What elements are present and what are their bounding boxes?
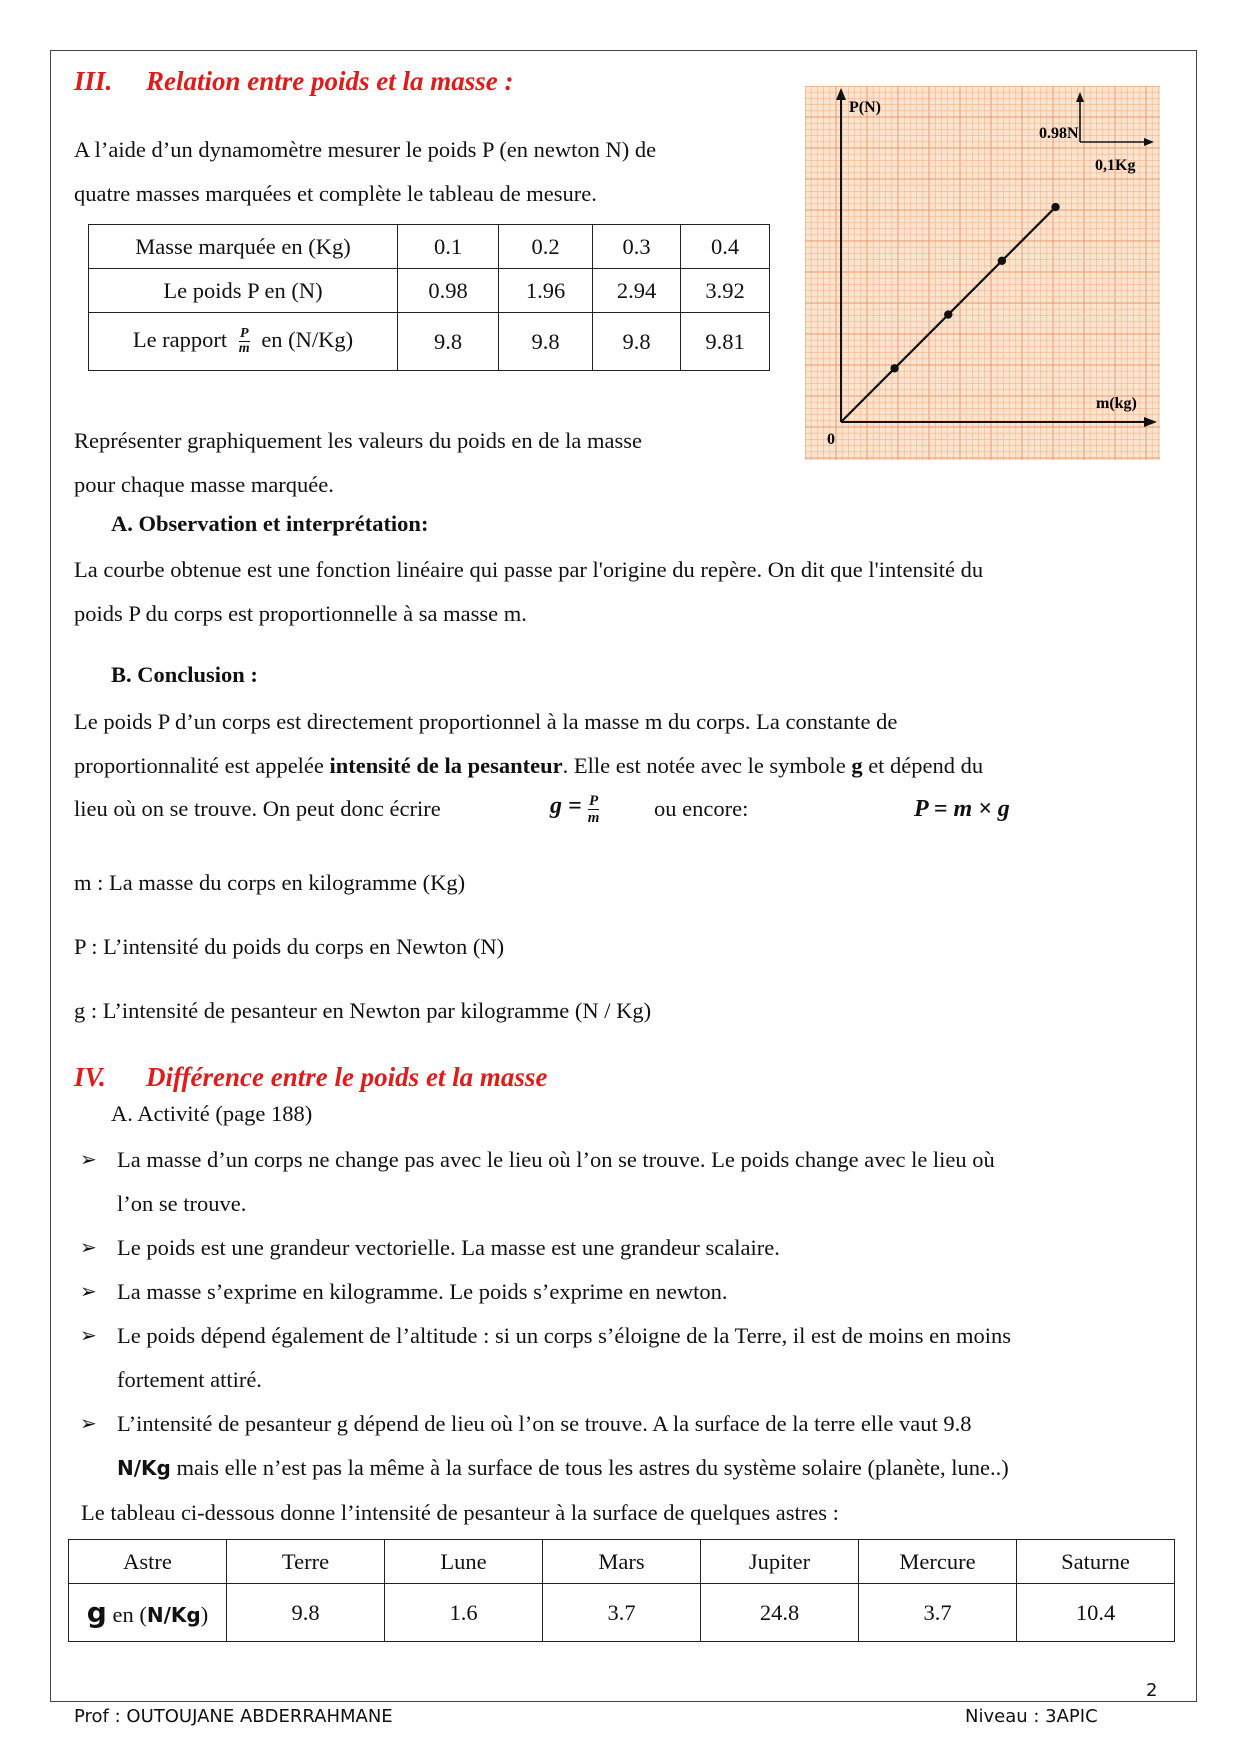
text-span: ) (200, 1602, 209, 1627)
definition-p: P : L’intensité du poids du corps en Newton (N) (74, 934, 505, 959)
list-item: La masse s’exprime en kilogramme. Le poids s’exprime en newton. (117, 1279, 728, 1304)
table-header-cell: Lune (385, 1540, 543, 1584)
ratio-unit: en (N/Kg) (261, 326, 354, 352)
table-cell: 3.7 (859, 1584, 1017, 1642)
table-cell: 0.2 (499, 225, 593, 269)
table-cell: 0.1 (398, 225, 499, 269)
text-span: et dépend du (862, 753, 984, 778)
fraction-numerator: P (588, 793, 599, 809)
table-row (89, 269, 770, 313)
table-cell (89, 313, 398, 371)
scale-y-label: 0.98N (1039, 125, 1079, 142)
table-header-cell: Saturne (1017, 1540, 1175, 1584)
text-span: en ( (106, 1602, 147, 1627)
x-axis-label: m(kg) (1096, 395, 1137, 412)
table-cell: 9.8 (227, 1584, 385, 1642)
data-point (1051, 203, 1059, 211)
measurement-table (88, 224, 770, 371)
ratio-label: Le rapport (132, 326, 228, 352)
unit-bold: N/Kg (117, 1456, 171, 1480)
weight-mass-graph (805, 86, 1160, 460)
table-cell: 9.8 (593, 313, 681, 371)
bullet-arrow-icon: ➢ (80, 1413, 97, 1435)
definition-g: g : L’intensité de pesanteur en Newton par kilogramme (N / Kg) (74, 998, 652, 1023)
formula-g-fraction (588, 793, 600, 826)
origin-label: 0 (827, 431, 835, 448)
conclusion-line-2 (74, 744, 1184, 788)
page-number: 2 (1146, 1680, 1158, 1701)
table-header-cell: Mercure (859, 1540, 1017, 1584)
list-item-line (117, 1446, 1187, 1490)
list-item: Le poids est une grandeur vectorielle. La masse est une grandeur scalaire. (117, 1235, 780, 1260)
table-cell: 9.8 (499, 313, 593, 371)
table-row (69, 1540, 1175, 1584)
astres-table-intro: Le tableau ci-dessous donne l’intensité de pesanteur à la surface de quelques astres : (81, 1500, 839, 1525)
table-row (69, 1584, 1175, 1642)
text-span: mais elle n’est pas la même à la surface de tous les astres du système solaire (planète, lune..) (170, 1455, 1009, 1480)
fraction-denominator: m (238, 341, 250, 357)
observation-paragraph (74, 548, 983, 636)
table-cell: Masse marquée en (Kg) (89, 225, 398, 269)
table-cell: 0.4 (681, 225, 770, 269)
table-cell: Le poids P en (N) (89, 269, 398, 313)
text-span: . Elle est notée avec le symbole (562, 753, 852, 778)
intro-paragraph (74, 128, 656, 216)
bullet-arrow-icon: ➢ (80, 1281, 97, 1303)
table-cell: 24.8 (701, 1584, 859, 1642)
list-item (117, 1402, 1187, 1490)
section-4-title-text: Différence entre le poids et la masse (146, 1062, 548, 1092)
graph-instruction (74, 419, 642, 507)
observation-title: A. Observation et interprétation: (111, 511, 429, 536)
ratio-fraction (239, 327, 250, 356)
unit-bold: N/Kg (146, 1603, 201, 1627)
table-cell: 9.8 (398, 313, 499, 371)
fraction-numerator: P (239, 326, 249, 342)
y-axis-label: P(N) (849, 99, 881, 116)
data-point (944, 310, 952, 318)
data-point (890, 364, 898, 372)
table-cell: 0.98 (398, 269, 499, 313)
graph-instruction-line-2: pour chaque masse marquée. (74, 471, 334, 497)
activity-line: A. Activité (page 188) (111, 1101, 313, 1126)
text-span: proportionnalité est appelée (74, 753, 330, 778)
bullet-arrow-icon: ➢ (80, 1325, 97, 1347)
table-cell: 3.92 (681, 269, 770, 313)
conclusion-title: B. Conclusion : (111, 662, 258, 687)
fraction-denominator: m (587, 810, 600, 826)
graph-instruction-line-1: Représenter graphiquement les valeurs du poids en de la masse (74, 428, 642, 453)
formula-g (550, 793, 605, 826)
list-item-line: La masse d’un corps ne change pas avec le lieu où l’on se trouve. Le poids change avec le lieu où (117, 1147, 995, 1172)
formula-g-lhs: g = (550, 793, 582, 820)
table-cell: 3.7 (543, 1584, 701, 1642)
table-cell: 2.94 (593, 269, 681, 313)
section-3-title (74, 66, 514, 97)
section-4-title (74, 1062, 547, 1093)
table-row (89, 225, 770, 269)
symbol-g: g (86, 1596, 107, 1629)
table-header-cell: Jupiter (701, 1540, 859, 1584)
section-4-number: IV. (74, 1062, 106, 1092)
table-header-cell: Mars (543, 1540, 701, 1584)
table-cell: 9.81 (681, 313, 770, 371)
definition-m: m : La masse du corps en kilogramme (Kg) (74, 870, 466, 895)
data-point (998, 257, 1006, 265)
list-item (117, 1314, 1011, 1402)
intro-line-2: quatre masses marquées et complète le tableau de mesure. (74, 180, 597, 206)
scale-x-label: 0,1Kg (1095, 157, 1136, 174)
bullet-arrow-icon: ➢ (80, 1149, 97, 1171)
table-cell: 10.4 (1017, 1584, 1175, 1642)
list-item-line: Le poids dépend également de l’altitude : si un corps s’éloigne de la Terre, il est de moins en moins (117, 1323, 1012, 1348)
footer-teacher: Prof : OUTOUJANE ABDERRAHMANE (74, 1706, 393, 1727)
list-item-line: fortement attiré. (117, 1367, 262, 1392)
section-3-number: III. (74, 66, 113, 96)
list-item-line: l’on se trouve. (117, 1191, 247, 1216)
table-cell: 1.96 (499, 269, 593, 313)
section-3-title-text: Relation entre poids et la masse : (146, 66, 514, 96)
table-header-cell: Astre (69, 1540, 227, 1584)
conclusion-line-3: lieu où on se trouve. On peut donc écrire (74, 796, 441, 821)
observation-line-2: poids P du corps est proportionnelle à sa masse m. (74, 601, 527, 626)
conclusion-line-1: Le poids P d’un corps est directement proportionnel à la masse m du corps. La constante de (74, 709, 898, 734)
conclusion-paragraph (74, 700, 1184, 788)
formula-weight: P = m × g (914, 796, 1010, 822)
list-item-line: L’intensité de pesanteur g dépend de lieu où l’on se trouve. A la surface de la terre elle vaut 9.8 (117, 1411, 972, 1436)
symbol-g: g (851, 753, 863, 778)
list-item (117, 1138, 995, 1226)
intro-line-1: A l’aide d’un dynamomètre mesurer le poids P (en newton N) de (74, 137, 657, 162)
key-term: intensité de la pesanteur (329, 753, 563, 778)
gravity-table (68, 1539, 1175, 1642)
ou-encore: ou encore: (654, 796, 749, 821)
footer-level: Niveau : 3APIC (965, 1706, 1098, 1727)
table-cell: 1.6 (385, 1584, 543, 1642)
table-header-cell: Terre (227, 1540, 385, 1584)
bullet-arrow-icon: ➢ (80, 1237, 97, 1259)
table-cell (69, 1584, 227, 1642)
table-row (89, 313, 770, 371)
table-cell: 0.3 (593, 225, 681, 269)
observation-line-1: La courbe obtenue est une fonction linéaire qui passe par l'origine du repère. On dit que l'intensité du (74, 557, 984, 582)
